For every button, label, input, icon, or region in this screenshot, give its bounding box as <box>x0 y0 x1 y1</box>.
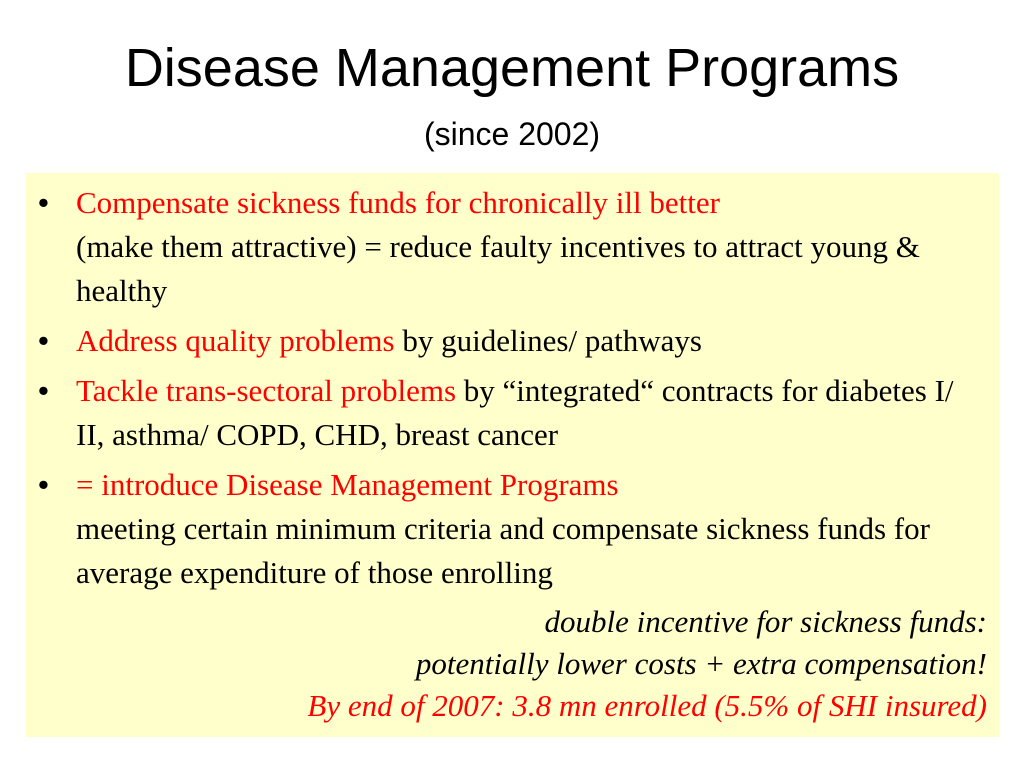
bullet-item <box>26 319 999 363</box>
note-line-2: potentially lower costs + extra compensation! <box>415 646 987 681</box>
bullet-highlight: Tackle trans-sectoral problems <box>76 373 457 408</box>
note-line-3: By end of 2007: 3.8 mn enrolled (5.5% of SHI insured) <box>307 688 987 723</box>
bullet-item <box>26 369 999 457</box>
bullet-icon: • <box>38 467 49 502</box>
bullet-list <box>26 181 999 601</box>
bullet-icon: • <box>38 323 49 358</box>
slide-title: Disease Management Programs <box>124 38 900 98</box>
bullet-item <box>26 181 999 313</box>
bullet-highlight: Compensate sickness funds for chronically ill better <box>76 185 720 220</box>
note-line-1: double incentive for sickness funds: <box>544 604 987 639</box>
bullet-text: by “integrated“ contracts for diabetes I/ II, asthma/ COPD, CHD, breast cancer <box>76 373 954 452</box>
bullet-text: by guidelines/ pathways <box>394 323 702 358</box>
bullet-icon: • <box>38 373 49 408</box>
slide-subtitle: (since 2002) <box>423 116 601 152</box>
content-box <box>26 173 999 737</box>
bullet-text: meeting certain minimum criteria and compensate sickness funds for average expenditure of those enrolling <box>76 511 930 590</box>
incentive-note <box>307 601 987 727</box>
bullet-highlight: Address quality problems <box>76 323 395 358</box>
bullet-item <box>26 463 999 595</box>
bullet-highlight: = introduce Disease Management Programs <box>76 467 619 502</box>
bullet-icon: • <box>38 185 49 220</box>
bullet-text: (make them attractive) = reduce faulty incentives to attract young & healthy <box>76 229 920 308</box>
